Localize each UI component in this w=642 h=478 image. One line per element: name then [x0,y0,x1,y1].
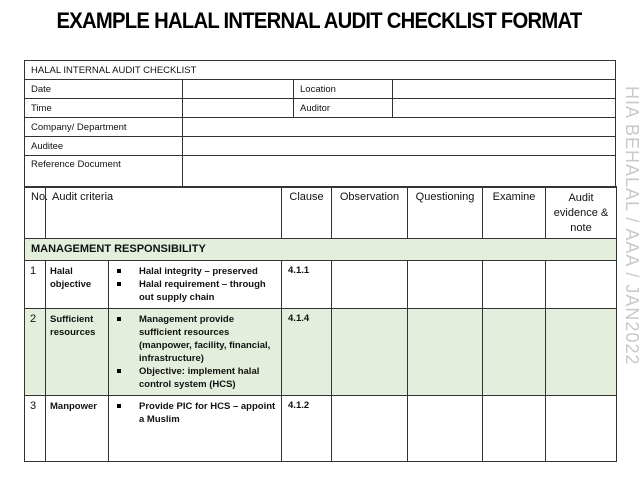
row-topic: Halal objective [46,261,109,309]
auditor-label: Auditor [294,99,393,118]
row-number: 1 [25,261,46,309]
row-topic: Manpower [46,396,109,462]
auditee-field[interactable] [183,137,616,156]
evidence-cell[interactable] [546,396,617,462]
examine-cell[interactable] [483,261,546,309]
row-number: 2 [25,309,46,396]
questioning-cell[interactable] [408,261,483,309]
observation-cell[interactable] [332,261,408,309]
examine-cell[interactable] [483,309,546,396]
questioning-cell[interactable] [408,396,483,462]
questioning-cell[interactable] [408,309,483,396]
checklist-caption: HALAL INTERNAL AUDIT CHECKLIST [25,61,616,80]
observation-cell[interactable] [332,396,408,462]
row-clause: 4.1.2 [282,396,332,462]
row-number: 3 [25,396,46,462]
row-clause: 4.1.1 [282,261,332,309]
time-field[interactable] [183,99,294,118]
criteria-bullet: Objective: implement halal control system (HCS) [139,365,277,391]
observation-cell[interactable] [332,309,408,396]
time-label: Time [25,99,183,118]
criteria-bullet: Halal requirement – through out supply chain [139,278,277,304]
col-header-clause: Clause [282,187,332,239]
reference-label: Reference Document [25,156,183,188]
examine-cell[interactable] [483,396,546,462]
criteria-bullet: Management provide sufficient resources (manpower, facility, financial, infrastructure) [139,313,277,365]
company-label: Company/ Department [25,118,183,137]
row-topic: Sufficient resources [46,309,109,396]
section-header: MANAGEMENT RESPONSIBILITY [25,239,617,261]
auditee-label: Auditee [25,137,183,156]
col-header-observation: Observation [332,187,408,239]
col-header-questioning: Questioning [408,187,483,239]
col-header-examine: Examine [483,187,546,239]
criteria-bullet: Provide PIC for HCS – appoint a Muslim [139,401,276,425]
row-clause: 4.1.4 [282,309,332,396]
company-field[interactable] [183,118,616,137]
location-label: Location [294,80,393,99]
page-title: EXAMPLE HALAL INTERNAL AUDIT CHECKLIST FORMAT [56,8,582,33]
auditor-field[interactable] [393,99,616,118]
checklist-table [24,186,617,462]
row-criteria [109,396,282,462]
date-field[interactable] [183,80,294,99]
audit-info-table [24,60,616,188]
criteria-bullet: Halal integrity – preserved [139,265,277,278]
row-criteria [109,309,282,396]
col-header-no: No. [25,187,46,239]
evidence-cell[interactable] [546,261,617,309]
location-field[interactable] [393,80,616,99]
date-label: Date [25,80,183,99]
reference-field[interactable] [183,156,616,188]
row-criteria [109,261,282,309]
col-header-criteria: Audit criteria [46,187,282,239]
watermark: HIA BEHALAL / AAA / JAN2022 [622,86,642,366]
evidence-cell[interactable] [546,309,617,396]
col-header-evidence: Audit evidence & note [546,187,617,239]
